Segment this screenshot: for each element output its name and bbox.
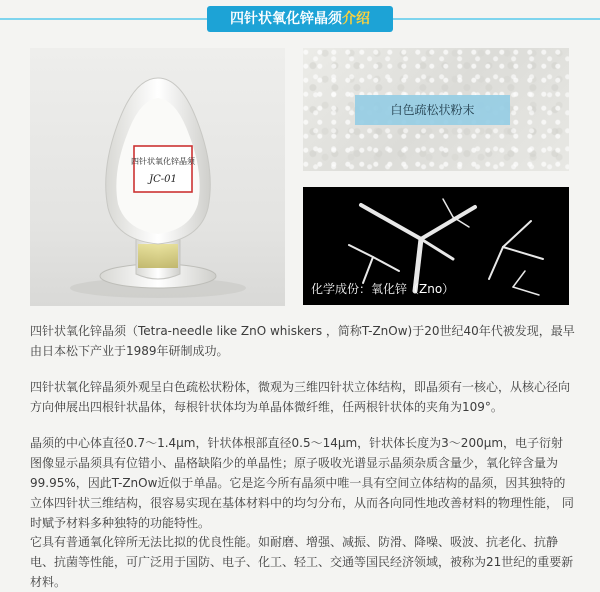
title-accent-text: 介绍	[342, 11, 370, 27]
product-bottle-photo	[30, 48, 285, 306]
bottle-illustration	[30, 48, 285, 306]
section-title	[207, 6, 393, 32]
powder-photo	[303, 48, 569, 171]
paragraph-applications: 它具有普通氧化锌所无法比拟的优良性能。如耐磨、增强、减振、防滑、降噪、吸波、抗老化、抗静电、抗菌等性能，可广泛用于国防、电子、化工、轻工、交通等国民经济领域，被称为21世纪的重要新材料。	[30, 535, 574, 589]
bottle-label	[134, 146, 192, 192]
bottle-label-line1: 四针状氧化锌晶须	[131, 157, 195, 166]
bottle-label-line2: JC-01	[149, 174, 177, 185]
microscope-photo	[303, 187, 569, 305]
paragraph-structure: 四针状氧化锌晶须外观呈白色疏松状粉体，微观为三维四针状立体结构，即晶须有一核心，从核心径向方向伸展出四根针状晶体，每根针状体均为单晶体微纤维，任两根针状体的夹角为109°。	[30, 380, 571, 414]
section-header	[0, 6, 600, 32]
paragraph-dimensions: 晶须的中心体直径0.7～1.4μm，针状体根部直径0.5～14μm，针状体长度为3～200μm，电子衍射图像显示晶须具有位错小、晶格缺陷少的单晶性；原子吸收光谱显示晶须杂质含量少，氧化锌含量为99.95%，因此T-ZnOw近似于单晶。它是迄今所有晶须中唯一具有空间立体结构的晶须，因其独特的立体四针状三维结构，很容易实现在基体材料中的均匀分布，从而各向同性地改善材料的物理性能， 同时赋予材料多种独特的功能特性。	[30, 436, 574, 530]
title-main-text: 四针状氧化锌晶须	[230, 11, 342, 27]
microscope-caption: 化学成份：氧化锌（Zno）	[311, 282, 455, 296]
bottle-liquid	[138, 244, 178, 268]
powder-caption: 白色疏松状粉末	[355, 95, 510, 125]
paragraph-history: 四针状氧化锌晶须（Tetra-needle like ZnO whiskers ，简称T-ZnOw)于20世纪40年代被发现，最早由日本松下产业于1989年研制成功。	[30, 324, 575, 358]
